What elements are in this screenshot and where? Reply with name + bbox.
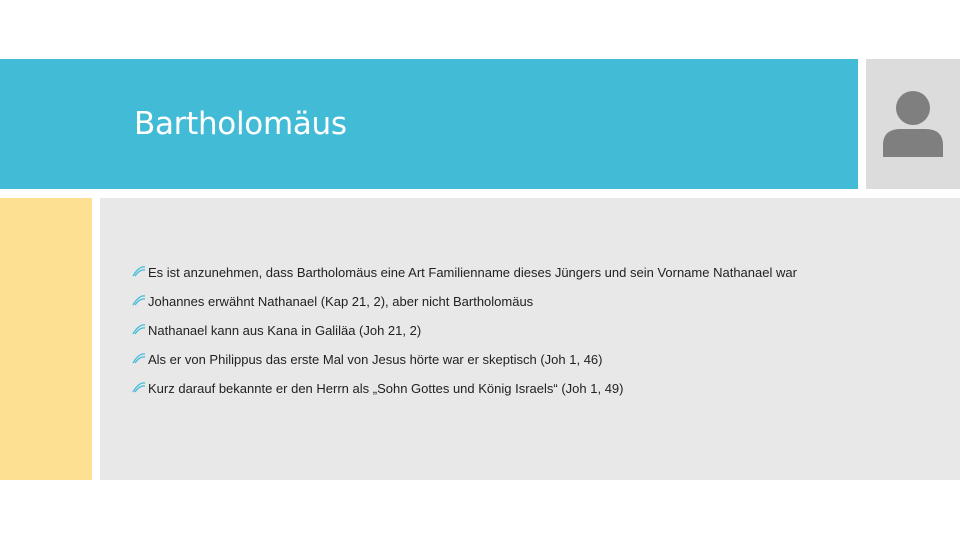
bullet-item bbox=[132, 351, 832, 368]
sweep-arc-icon bbox=[132, 352, 146, 364]
slide-title: Bartholomäus bbox=[134, 106, 347, 142]
avatar-placeholder bbox=[866, 59, 960, 189]
person-icon bbox=[881, 89, 945, 157]
bullet-text: Johannes erwähnt Nathanael (Kap 21, 2), aber nicht Bartholomäus bbox=[148, 294, 534, 309]
bullet-text: Als er von Philippus das erste Mal von Jesus hörte war er skeptisch (Joh 1, 46) bbox=[148, 352, 603, 367]
bullet-list bbox=[132, 264, 832, 409]
bullet-item bbox=[132, 322, 832, 339]
bullet-item bbox=[132, 380, 832, 397]
bullet-text: Nathanael kann aus Kana in Galiläa (Joh 21, 2) bbox=[148, 323, 422, 338]
sweep-arc-icon bbox=[132, 265, 146, 277]
sweep-arc-icon bbox=[132, 323, 146, 335]
bullet-text: Es ist anzunehmen, dass Bartholomäus eine Art Familienname dieses Jüngers und sein Vorname Nathanael war bbox=[148, 265, 797, 280]
accent-block bbox=[0, 198, 92, 480]
bullet-item bbox=[132, 264, 832, 281]
bullet-text: Kurz darauf bekannte er den Herrn als „Sohn Gottes und König Israels“ (Joh 1, 49) bbox=[148, 381, 624, 396]
sweep-arc-icon bbox=[132, 381, 146, 393]
bullet-item bbox=[132, 293, 832, 310]
title-band bbox=[0, 59, 858, 189]
sweep-arc-icon bbox=[132, 294, 146, 306]
